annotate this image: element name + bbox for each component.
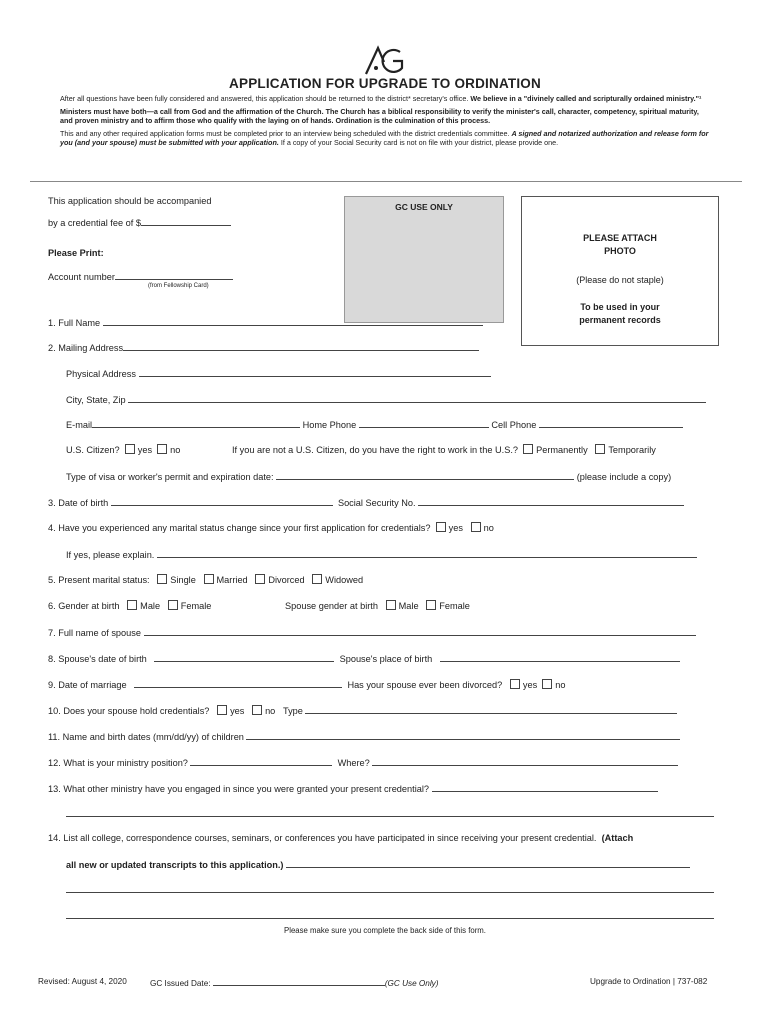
row-email: E-mail Home Phone Cell Phone <box>66 418 683 430</box>
row-city: City, State, Zip <box>66 393 706 405</box>
accompanied-text: This application should be accompanied <box>48 196 212 206</box>
photo-used2: permanent records <box>579 315 661 325</box>
row-other-ministry: 13. What other ministry have you engaged in since you were granted your present credential? <box>48 782 658 794</box>
photo-photo: PHOTO <box>604 246 636 256</box>
ag-logo <box>362 44 412 76</box>
photo-box[interactable] <box>521 196 719 346</box>
education-line-3[interactable] <box>66 910 714 919</box>
credential-type-field[interactable] <box>305 704 677 714</box>
spouse-name-field[interactable] <box>144 626 696 636</box>
row-spouse-gender: Spouse gender at birth Male Female <box>285 601 470 611</box>
other-ministry-line-2[interactable] <box>66 808 714 817</box>
intro-text: After all questions have been fully considered and answered, this application should be returned to the district* secretary's office. We believe in a "divinely called and scripturally ordained ministry."¹ Ministers must have both—a call from God and the affirmation of the Church. The Church has a biblical responsibility to verify the minister's call, character, competency, spiritual maturity, and proven ministry and to affirm those who qualify with the laying on of hands. Ordination is the culmination of this process. This and any other required application forms must be completed prior to an interview being scheduled with the district credentials committee. A signed and notarized authorization and release form for you (and your spouse) must be submitted with your application. If a copy of your Social Security card is not on file with your district, please provide one. <box>60 94 709 148</box>
physical-address-field[interactable] <box>139 367 491 377</box>
ministry-position-field[interactable] <box>190 756 332 766</box>
row-children: 11. Name and birth dates (mm/dd/yy) of children <box>48 730 680 742</box>
spouse-divorced-no-checkbox[interactable] <box>542 679 552 689</box>
row-marriage-date: 9. Date of marriage Has your spouse ever been divorced? yes no <box>48 680 566 690</box>
back-side-note: Please make sure you complete the back side of this form. <box>284 926 486 935</box>
row-if-yes: If yes, please explain. <box>66 548 697 560</box>
spouse-female-checkbox[interactable] <box>426 600 436 610</box>
fellowship-note: (from Fellowship Card) <box>148 283 209 289</box>
married-checkbox[interactable] <box>204 574 214 584</box>
single-checkbox[interactable] <box>157 574 167 584</box>
photo-used1: To be used in your <box>580 302 660 312</box>
row-full-name: 1. Full Name <box>48 316 483 328</box>
gc-use-only-label: GC USE ONLY <box>395 202 453 212</box>
spouse-place-field[interactable] <box>440 652 680 662</box>
dob-field[interactable] <box>111 496 333 506</box>
spouse-cred-yes-checkbox[interactable] <box>217 705 227 715</box>
revised-date: Revised: August 4, 2020 <box>38 977 127 986</box>
please-print: Please Print: <box>48 248 104 258</box>
cell-phone-field[interactable] <box>539 418 683 428</box>
home-phone-field[interactable] <box>359 418 489 428</box>
city-field[interactable] <box>128 393 706 403</box>
photo-staple: (Please do not staple) <box>576 275 664 285</box>
marital-change-no-checkbox[interactable] <box>471 522 481 532</box>
row-spouse-credentials: 10. Does your spouse hold credentials? yes no Type <box>48 704 677 716</box>
photo-attach: PLEASE ATTACH <box>583 233 657 243</box>
full-name-field[interactable] <box>103 316 483 326</box>
row-education: 14. List all college, correspondence courses, seminars, or conferences you have participated in since receiving your present credential. (Attach <box>48 833 634 843</box>
row-mailing-address: 2. Mailing Address <box>48 341 479 353</box>
row-spouse-name: 7. Full name of spouse <box>48 626 696 638</box>
where-field[interactable] <box>372 756 678 766</box>
spouse-dob-field[interactable] <box>154 652 334 662</box>
divorced-checkbox[interactable] <box>255 574 265 584</box>
gc-issued-row: GC Issued Date: (GC Use Only) <box>150 979 439 988</box>
citizen-no-checkbox[interactable] <box>157 444 167 454</box>
page-title: APPLICATION FOR UPGRADE TO ORDINATION <box>229 76 541 91</box>
email-field[interactable] <box>92 418 300 428</box>
spouse-divorced-yes-checkbox[interactable] <box>510 679 520 689</box>
ssn-field[interactable] <box>418 496 684 506</box>
row-dob: 3. Date of birth Social Security No. <box>48 496 684 508</box>
divider <box>30 181 742 182</box>
account-row: Account number <box>48 270 233 282</box>
children-field[interactable] <box>246 730 680 740</box>
row-spouse-dob: 8. Spouse's date of birth Spouse's place of birth <box>48 652 680 664</box>
temporarily-checkbox[interactable] <box>595 444 605 454</box>
marriage-date-field[interactable] <box>134 678 342 688</box>
row-physical-address: Physical Address <box>66 367 491 379</box>
spouse-cred-no-checkbox[interactable] <box>252 705 262 715</box>
fee-row: by a credential fee of $ <box>48 216 231 228</box>
account-field[interactable] <box>115 270 233 280</box>
row-marital-change: 4. Have you experienced any marital status change since your first application for credentials? yes no <box>48 523 494 533</box>
row-right-to-work: If you are not a U.S. Citizen, do you have the right to work in the U.S.? Permanently Temporarily <box>232 445 656 455</box>
visa-field[interactable] <box>276 470 574 480</box>
row-marital-status: 5. Present marital status: Single Married Divorced Widowed <box>48 575 364 585</box>
row-education-2: all new or updated transcripts to this application.) <box>66 858 690 870</box>
row-gender: 6. Gender at birth Male Female <box>48 601 212 611</box>
form-id: Upgrade to Ordination | 737-082 <box>590 977 708 986</box>
row-ministry-position: 12. What is your ministry position? Where? <box>48 756 678 768</box>
gender-male-checkbox[interactable] <box>127 600 137 610</box>
row-visa: Type of visa or worker's permit and expiration date: (please include a copy) <box>66 472 672 482</box>
widowed-checkbox[interactable] <box>312 574 322 584</box>
permanently-checkbox[interactable] <box>523 444 533 454</box>
mailing-address-field[interactable] <box>123 341 479 351</box>
marital-change-yes-checkbox[interactable] <box>436 522 446 532</box>
explain-field[interactable] <box>157 548 697 558</box>
fee-field[interactable] <box>141 216 231 226</box>
gc-issued-field <box>213 977 385 986</box>
education-line-2[interactable] <box>66 884 714 893</box>
other-ministry-field[interactable] <box>432 782 658 792</box>
gender-female-checkbox[interactable] <box>168 600 178 610</box>
gc-use-only-box <box>344 196 504 323</box>
row-citizen: U.S. Citizen? yes no <box>66 445 181 455</box>
education-field[interactable] <box>286 858 690 868</box>
citizen-yes-checkbox[interactable] <box>125 444 135 454</box>
spouse-male-checkbox[interactable] <box>386 600 396 610</box>
